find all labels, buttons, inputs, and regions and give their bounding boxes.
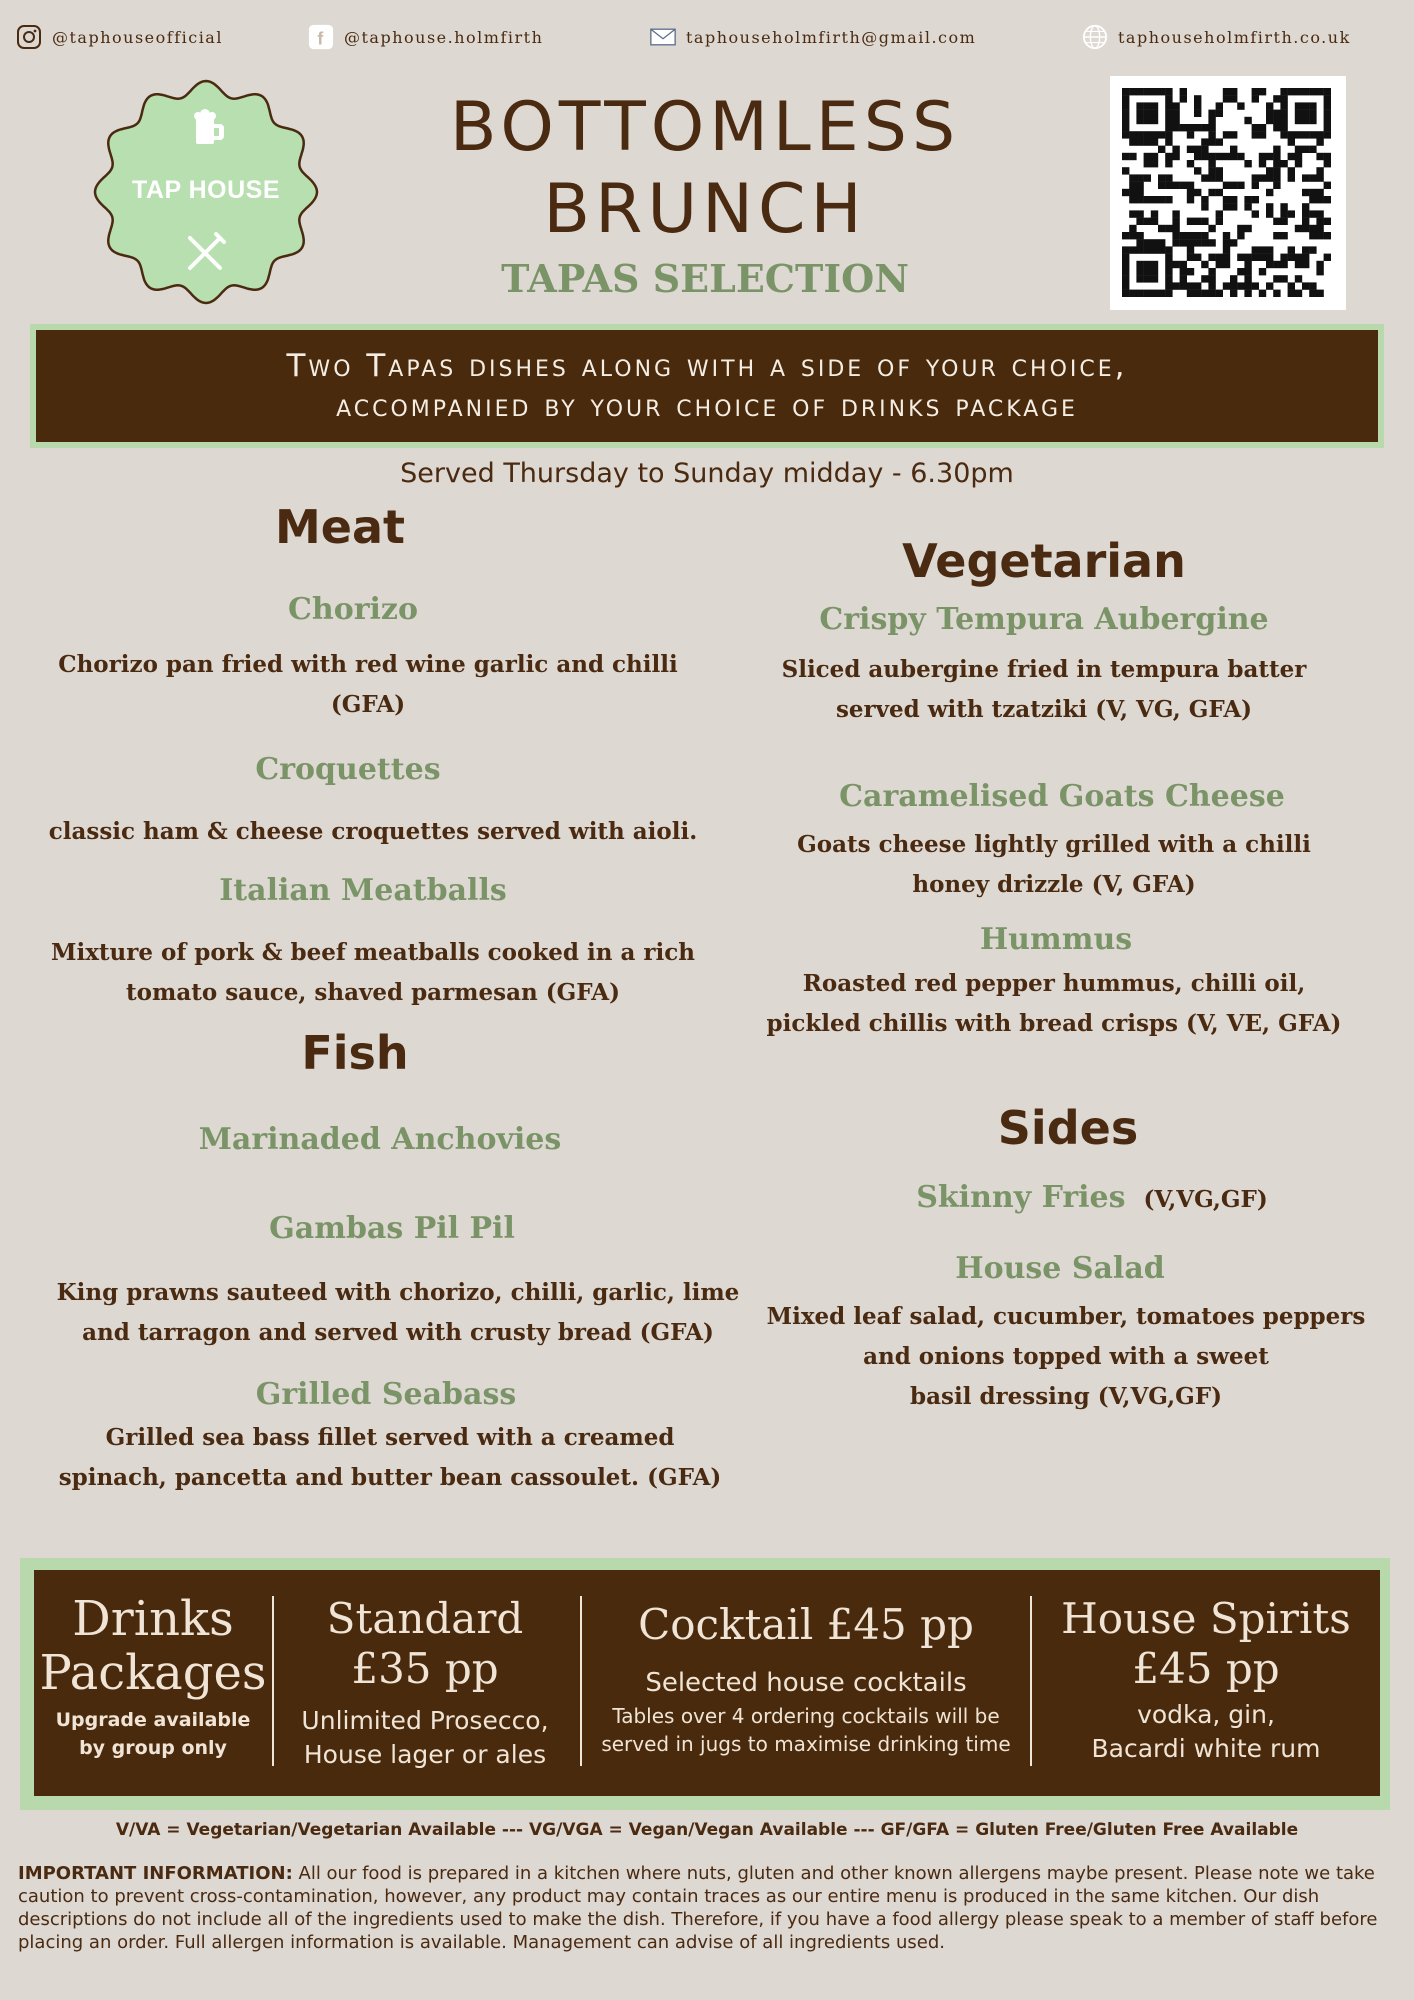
instagram-contact[interactable] <box>16 24 223 50</box>
dish-desc-chorizo <box>40 645 696 725</box>
facebook-contact[interactable] <box>308 24 543 50</box>
logo-text: TAP HOUSE <box>131 176 281 204</box>
desc-line: pickled chillis with bread crisps (V, VE, GFA) <box>766 1010 1342 1037</box>
desc-line: classic ham & cheese croquettes served with aioli. <box>48 818 698 845</box>
desc-line: spinach, pancetta and butter bean cassoulet. (GFA) <box>58 1464 722 1491</box>
desc-line: Chorizo pan fried with red wine garlic and chilli <box>58 651 678 678</box>
spirits-line1: vodka, gin, <box>1137 1700 1275 1729</box>
desc-line: Sliced aubergine fried in tempura batter <box>781 656 1307 683</box>
dish-desc-croquettes <box>30 812 716 852</box>
drinks-title-line1: Drinks <box>72 1591 234 1647</box>
house-spirits-package[interactable] <box>1032 1570 1380 1820</box>
desc-line: served with tzatziki (V, VG, GFA) <box>835 696 1253 723</box>
desc-line: and tarragon and served with crusty bread (GFA) <box>82 1319 714 1346</box>
dish-name-marinaded-anchovies: Marinaded Anchovies <box>198 1122 562 1157</box>
standard-title: Standard <box>326 1594 524 1643</box>
cocktail-package[interactable] <box>582 1570 1030 1826</box>
website-contact[interactable] <box>1082 24 1351 50</box>
page-title-line1: BOTTOMLESS <box>449 88 961 167</box>
banner-line1: Two Tapas dishes along with a side of your choice, <box>286 348 1128 384</box>
desc-line: Roasted red pepper hummus, chilli oil, <box>802 970 1306 997</box>
dish-note-skinny-fries: (V,VG,GF) <box>1143 1186 1268 1213</box>
desc-line: Grilled sea bass fillet served with a creamed <box>105 1424 675 1451</box>
cocktail-line3: served in jugs to maximise drinking time <box>601 1732 1011 1756</box>
standard-line1: Unlimited Prosecco, <box>301 1706 549 1735</box>
email-contact[interactable] <box>650 24 976 50</box>
page-subtitle: TAPAS SELECTION <box>501 256 909 301</box>
cocktail-title: Cocktail £45 pp <box>638 1600 974 1649</box>
dish-desc-grilled-seabass <box>40 1418 740 1498</box>
dish-name-house-salad: House Salad <box>955 1251 1165 1286</box>
sides-heading: Sides <box>997 1101 1139 1155</box>
dish-name-gambas-pil-pil: Gambas Pil Pil <box>269 1211 515 1246</box>
drinks-heading-column <box>34 1570 272 1818</box>
instagram-icon <box>16 24 42 50</box>
dietary-legend: V/VA = Vegetarian/Vegetarian Available --- VG/VGA = Vegan/Vegan Available --- GF/GFA = Gluten Free/Gluten Free Available <box>115 1820 1299 1840</box>
important-information <box>18 1862 1398 1954</box>
dish-desc-italian-meatballs <box>30 933 716 1013</box>
standard-price: £35 pp <box>351 1644 499 1693</box>
served-hours: Served Thursday to Sunday midday - 6.30pm <box>400 458 1014 489</box>
desc-line: (GFA) <box>330 691 406 718</box>
svg-text:f: f <box>317 28 325 49</box>
desc-line: honey drizzle (V, GFA) <box>912 871 1196 898</box>
dish-name-crispy-tempura-aubergine: Crispy Tempura Aubergine <box>819 602 1269 637</box>
spirits-line2: Bacardi white rum <box>1091 1734 1321 1763</box>
side-skinny-fries <box>812 1180 1372 1215</box>
dish-name-skinny-fries: Skinny Fries <box>916 1180 1126 1215</box>
vegetarian-heading: Vegetarian <box>902 534 1186 588</box>
desc-line: King prawns sauteed with chorizo, chilli, garlic, lime <box>56 1279 740 1306</box>
page-title-line2: BRUNCH <box>543 170 867 249</box>
offer-banner <box>36 330 1378 442</box>
desc-line: tomato sauce, shaved parmesan (GFA) <box>126 979 620 1006</box>
drinks-title-line2: Packages <box>39 1645 267 1701</box>
dish-desc-hummus <box>724 964 1384 1044</box>
meat-heading: Meat <box>274 500 405 554</box>
drinks-note-line2: by group only <box>79 1737 227 1759</box>
dish-desc-crispy-tempura-aubergine <box>734 650 1354 730</box>
dish-name-chorizo: Chorizo <box>288 592 418 627</box>
facebook-icon <box>308 24 334 50</box>
info-label: IMPORTANT INFORMATION: <box>18 1863 293 1884</box>
dish-name-caramelised-goats-cheese: Caramelised Goats Cheese <box>839 779 1285 814</box>
cocktail-line2: Tables over 4 ordering cocktails will be <box>612 1704 1000 1728</box>
drinks-packages-panel <box>34 1570 1380 1796</box>
info-text: All our food is prepared in a kitchen where nuts, gluten and other known allergens maybe present. Please note we take caution to prevent cross-contamination, however, any product may contain traces as our entire menu is produced in the same kitchen. Our dish descriptions do not include all of the ingredients used to make the dish. Therefore, if you have a food allergy please speak to a member of staff before placing an order. Full allergen information is available. Management can advise of all ingredients used. <box>18 1863 1378 1953</box>
dish-name-croquettes: Croquettes <box>255 752 441 787</box>
dish-desc-gambas-pil-pil <box>40 1273 756 1353</box>
envelope-icon <box>650 24 676 50</box>
dish-desc-caramelised-goats-cheese <box>744 825 1364 905</box>
dish-name-italian-meatballs: Italian Meatballs <box>219 873 507 908</box>
website-url: taphouseholmfirth.co.uk <box>1118 27 1351 47</box>
dish-name-hummus: Hummus <box>979 922 1133 957</box>
spirits-title: House Spirits <box>1061 1594 1351 1643</box>
spirits-price: £45 pp <box>1132 1644 1280 1693</box>
desc-line: Mixture of pork & beef meatballs cooked in a rich <box>51 939 695 966</box>
standard-line2: House lager or ales <box>303 1740 547 1769</box>
banner-line2: accompanied by your choice of drinks package <box>336 388 1078 424</box>
qr-code[interactable] <box>1110 76 1346 310</box>
cocktail-line1: Selected house cocktails <box>645 1668 967 1698</box>
desc-line: basil dressing (V,VG,GF) <box>910 1383 1222 1410</box>
instagram-handle: @taphouseofficial <box>52 27 223 47</box>
facebook-handle: @taphouse.holmfirth <box>344 27 544 47</box>
desc-line: Goats cheese lightly grilled with a chilli <box>797 831 1311 858</box>
globe-icon <box>1082 24 1108 50</box>
desc-line: and onions topped with a sweet <box>863 1343 1269 1370</box>
fish-heading: Fish <box>301 1026 409 1080</box>
standard-package[interactable] <box>274 1570 576 1820</box>
dish-name-grilled-seabass: Grilled Seabass <box>255 1377 517 1412</box>
drinks-note-line1: Upgrade available <box>55 1709 251 1731</box>
desc-line: Mixed leaf salad, cucumber, tomatoes peppers <box>766 1303 1366 1330</box>
dish-desc-house-salad <box>744 1297 1388 1417</box>
email-address: taphouseholmfirth@gmail.com <box>686 27 977 47</box>
